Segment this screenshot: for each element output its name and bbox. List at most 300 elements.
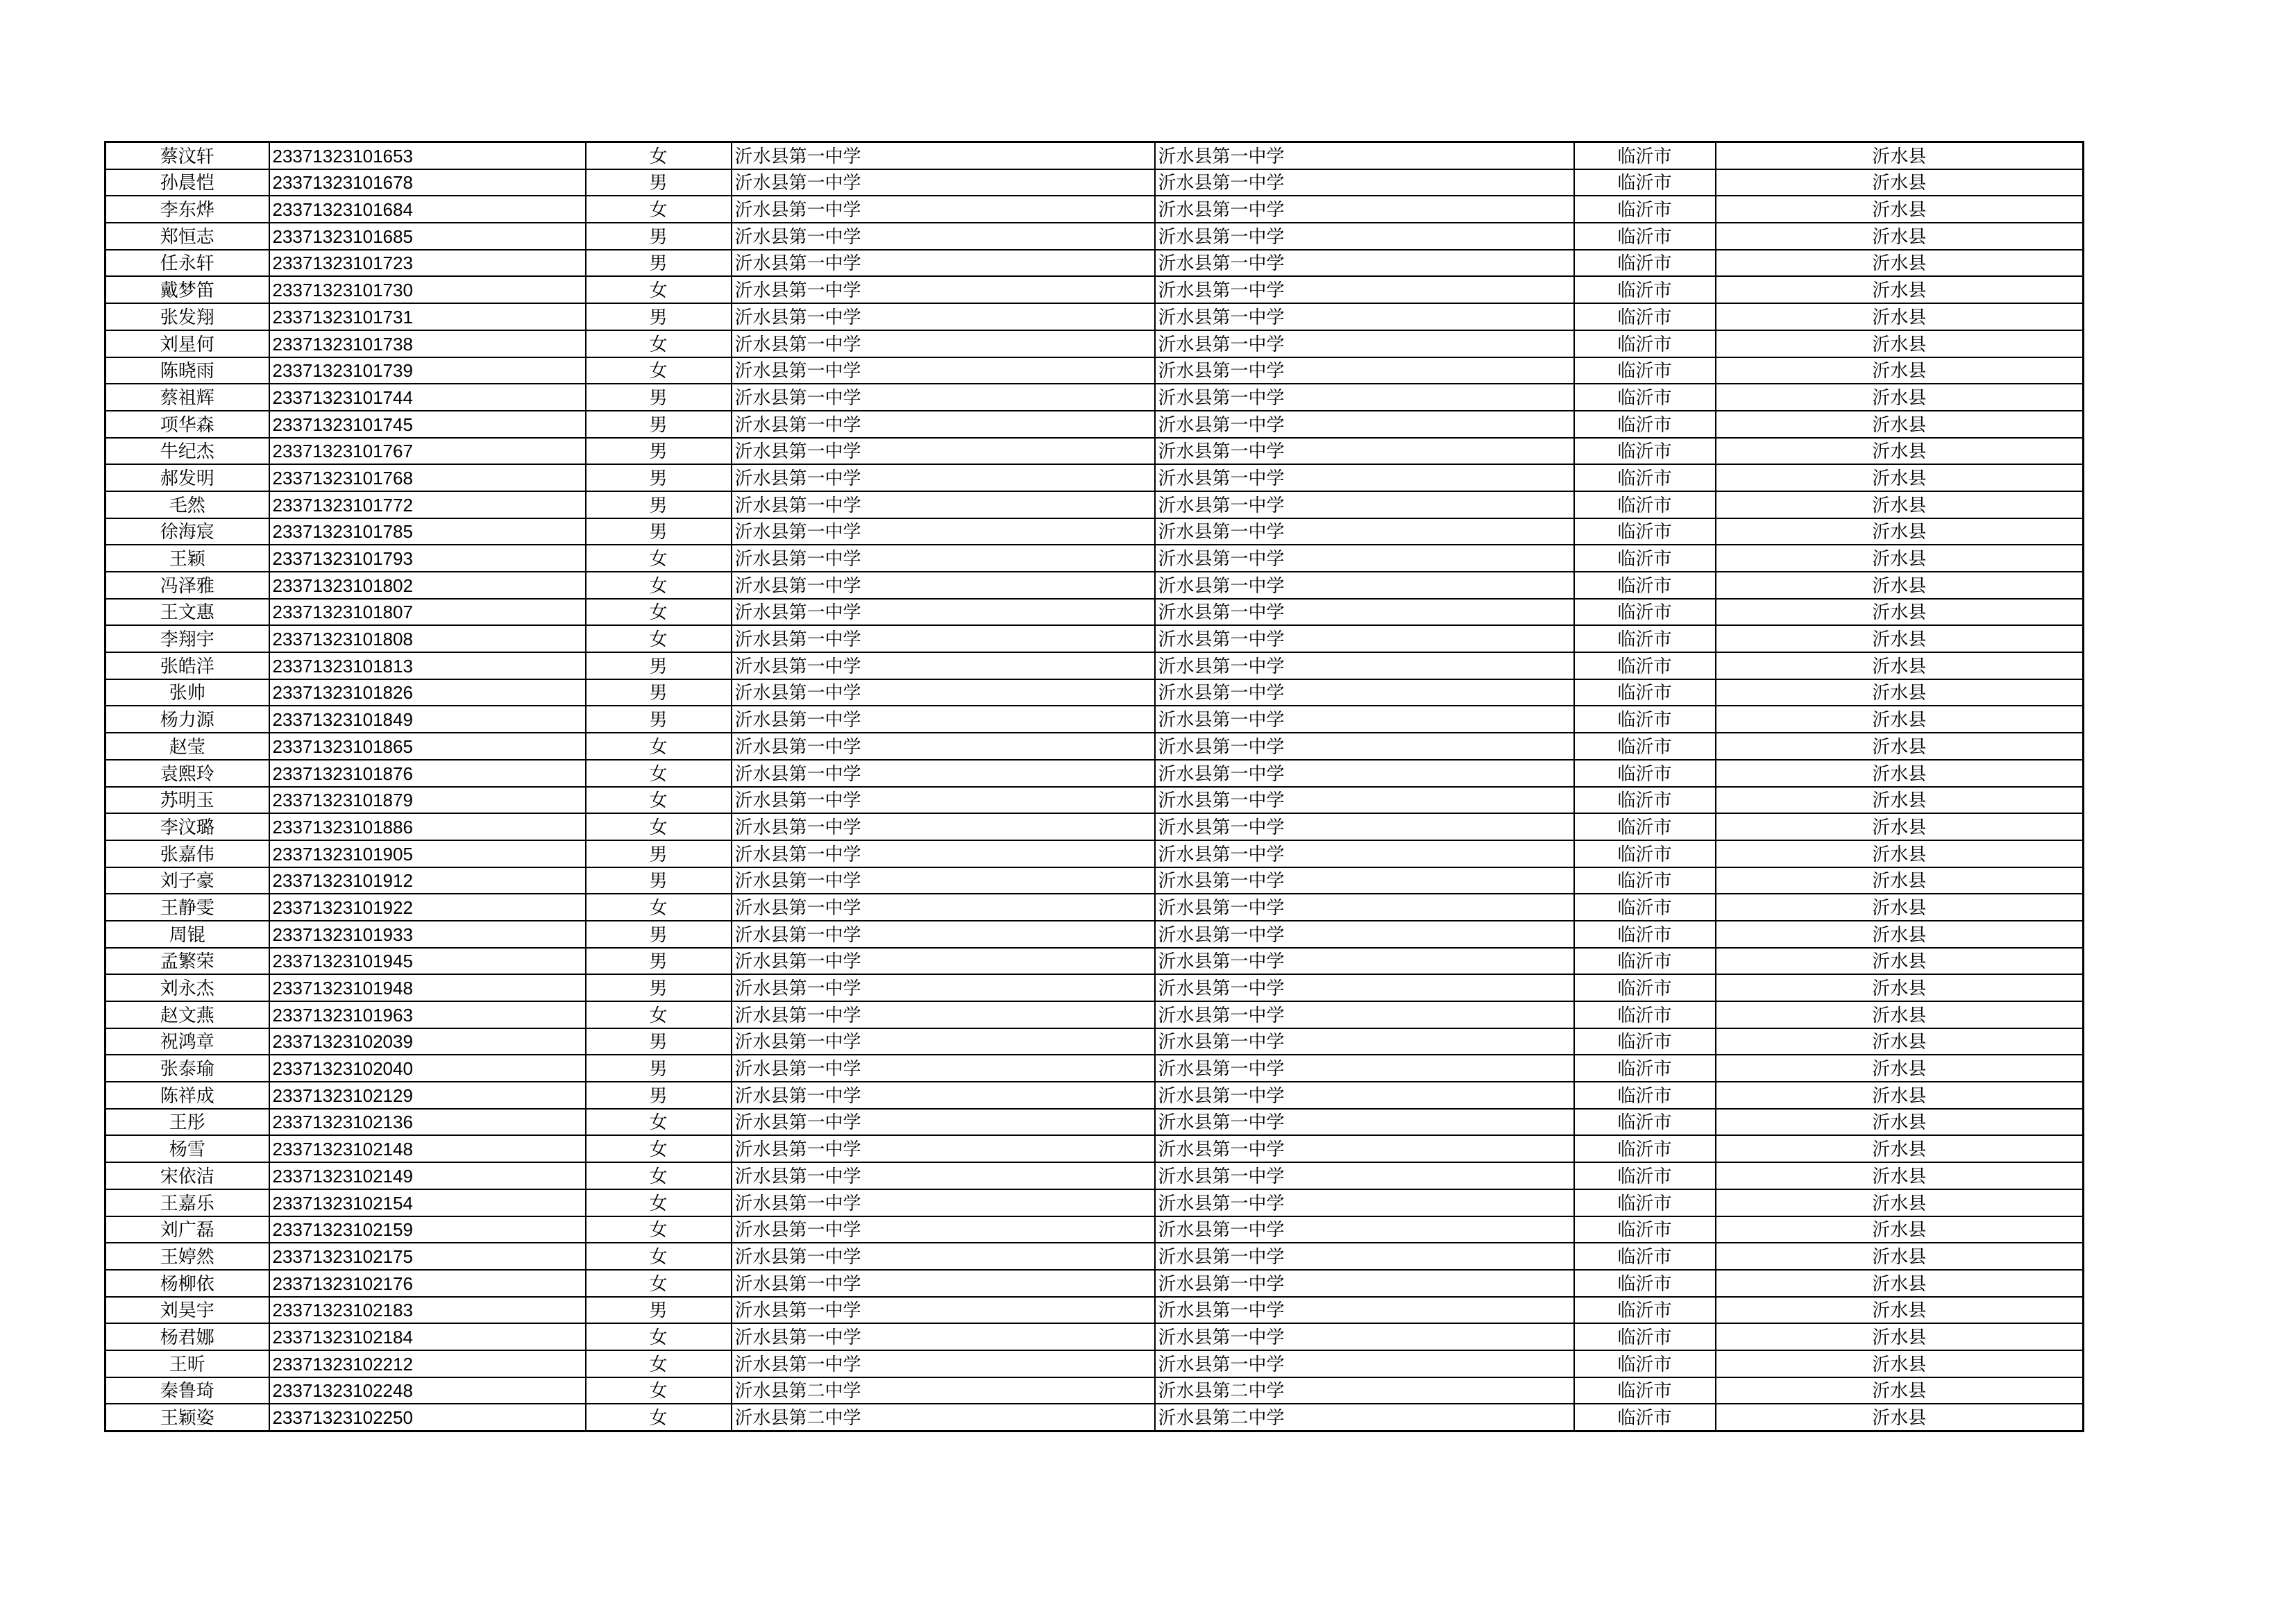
city-cell: 临沂市 <box>1574 1270 1716 1297</box>
school-cell: 沂水县第一中学 <box>732 974 1155 1001</box>
gender-cell: 男 <box>586 438 732 465</box>
table-row <box>105 599 2084 626</box>
exam-id-cell: 23371323101739 <box>269 357 586 384</box>
registered-school-cell: 沂水县第一中学 <box>1155 411 1574 438</box>
city-cell: 临沂市 <box>1574 948 1716 975</box>
registered-school-cell: 沂水县第一中学 <box>1155 303 1574 330</box>
student-name-cell: 赵莹 <box>105 733 269 760</box>
table-row <box>105 733 2084 760</box>
gender-cell: 女 <box>586 1243 732 1270</box>
gender-cell: 男 <box>586 867 732 894</box>
table-row <box>105 223 2084 250</box>
city-cell: 临沂市 <box>1574 867 1716 894</box>
table-row <box>105 1243 2084 1270</box>
school-cell: 沂水县第一中学 <box>732 223 1155 250</box>
table-row <box>105 1216 2084 1243</box>
table-row <box>105 384 2084 411</box>
table-row <box>105 813 2084 840</box>
gender-cell: 男 <box>586 491 732 518</box>
table-row <box>105 464 2084 491</box>
student-name-cell: 牛纪杰 <box>105 438 269 465</box>
city-cell: 临沂市 <box>1574 142 1716 169</box>
exam-id-cell: 23371323101730 <box>269 276 586 303</box>
exam-id-cell: 23371323101865 <box>269 733 586 760</box>
city-cell: 临沂市 <box>1574 706 1716 733</box>
registered-school-cell: 沂水县第一中学 <box>1155 706 1574 733</box>
registered-school-cell: 沂水县第一中学 <box>1155 894 1574 921</box>
county-cell: 沂水县 <box>1716 330 2084 357</box>
county-cell: 沂水县 <box>1716 1404 2084 1431</box>
city-cell: 临沂市 <box>1574 787 1716 814</box>
city-cell: 临沂市 <box>1574 921 1716 948</box>
gender-cell: 女 <box>586 330 732 357</box>
exam-id-cell: 23371323101905 <box>269 840 586 867</box>
city-cell: 临沂市 <box>1574 411 1716 438</box>
exam-id-cell: 23371323101945 <box>269 948 586 975</box>
registered-school-cell: 沂水县第一中学 <box>1155 840 1574 867</box>
student-name-cell: 刘广磊 <box>105 1216 269 1243</box>
registered-school-cell: 沂水县第一中学 <box>1155 330 1574 357</box>
city-cell: 临沂市 <box>1574 1055 1716 1082</box>
county-cell: 沂水县 <box>1716 760 2084 787</box>
county-cell: 沂水县 <box>1716 1162 2084 1189</box>
gender-cell: 男 <box>586 518 732 545</box>
student-name-cell: 郑恒志 <box>105 223 269 250</box>
gender-cell: 女 <box>586 733 732 760</box>
school-cell: 沂水县第一中学 <box>732 411 1155 438</box>
city-cell: 临沂市 <box>1574 545 1716 572</box>
table-row <box>105 1377 2084 1404</box>
student-name-cell: 王颖姿 <box>105 1404 269 1431</box>
city-cell: 临沂市 <box>1574 276 1716 303</box>
school-cell: 沂水县第一中学 <box>732 1323 1155 1350</box>
gender-cell: 男 <box>586 840 732 867</box>
gender-cell: 男 <box>586 1297 732 1324</box>
county-cell: 沂水县 <box>1716 196 2084 223</box>
registered-school-cell: 沂水县第一中学 <box>1155 1028 1574 1055</box>
city-cell: 临沂市 <box>1574 1323 1716 1350</box>
school-cell: 沂水县第一中学 <box>732 438 1155 465</box>
gender-cell: 女 <box>586 276 732 303</box>
city-cell: 临沂市 <box>1574 438 1716 465</box>
county-cell: 沂水县 <box>1716 464 2084 491</box>
table-row <box>105 276 2084 303</box>
exam-id-cell: 23371323101678 <box>269 169 586 196</box>
table-row <box>105 1189 2084 1216</box>
school-cell: 沂水县第一中学 <box>732 1001 1155 1028</box>
gender-cell: 男 <box>586 1028 732 1055</box>
table-row <box>105 840 2084 867</box>
school-cell: 沂水县第一中学 <box>732 1082 1155 1109</box>
registered-school-cell: 沂水县第一中学 <box>1155 518 1574 545</box>
student-name-cell: 杨君娜 <box>105 1323 269 1350</box>
registered-school-cell: 沂水县第一中学 <box>1155 1270 1574 1297</box>
exam-id-cell: 23371323102149 <box>269 1162 586 1189</box>
table-row <box>105 1323 2084 1350</box>
gender-cell: 女 <box>586 787 732 814</box>
city-cell: 临沂市 <box>1574 652 1716 679</box>
exam-id-cell: 23371323101912 <box>269 867 586 894</box>
table-row <box>105 142 2084 169</box>
gender-cell: 女 <box>586 1404 732 1431</box>
county-cell: 沂水县 <box>1716 223 2084 250</box>
exam-id-cell: 23371323102250 <box>269 1404 586 1431</box>
exam-id-cell: 23371323101879 <box>269 787 586 814</box>
gender-cell: 女 <box>586 357 732 384</box>
student-name-cell: 王静雯 <box>105 894 269 921</box>
gender-cell: 男 <box>586 223 732 250</box>
county-cell: 沂水县 <box>1716 1270 2084 1297</box>
county-cell: 沂水县 <box>1716 384 2084 411</box>
school-cell: 沂水县第一中学 <box>732 1270 1155 1297</box>
student-name-cell: 祝鸿章 <box>105 1028 269 1055</box>
city-cell: 临沂市 <box>1574 733 1716 760</box>
exam-id-cell: 23371323101738 <box>269 330 586 357</box>
school-cell: 沂水县第一中学 <box>732 625 1155 652</box>
table-row <box>105 1082 2084 1109</box>
table-body <box>105 142 2084 1431</box>
county-cell: 沂水县 <box>1716 706 2084 733</box>
exam-id-cell: 23371323101772 <box>269 491 586 518</box>
gender-cell: 女 <box>586 1216 732 1243</box>
county-cell: 沂水县 <box>1716 491 2084 518</box>
school-cell: 沂水县第一中学 <box>732 813 1155 840</box>
exam-id-cell: 23371323102248 <box>269 1377 586 1404</box>
school-cell: 沂水县第一中学 <box>732 733 1155 760</box>
city-cell: 临沂市 <box>1574 1297 1716 1324</box>
city-cell: 临沂市 <box>1574 223 1716 250</box>
gender-cell: 女 <box>586 894 732 921</box>
student-name-cell: 张皓洋 <box>105 652 269 679</box>
county-cell: 沂水县 <box>1716 1350 2084 1377</box>
gender-cell: 男 <box>586 169 732 196</box>
gender-cell: 女 <box>586 1135 732 1162</box>
gender-cell: 女 <box>586 1109 732 1136</box>
gender-cell: 男 <box>586 679 732 706</box>
exam-id-cell: 23371323101813 <box>269 652 586 679</box>
student-name-cell: 刘子豪 <box>105 867 269 894</box>
exam-id-cell: 23371323101785 <box>269 518 586 545</box>
student-name-cell: 王昕 <box>105 1350 269 1377</box>
county-cell: 沂水县 <box>1716 1001 2084 1028</box>
gender-cell: 男 <box>586 411 732 438</box>
school-cell: 沂水县第一中学 <box>732 1162 1155 1189</box>
student-name-cell: 任永轩 <box>105 250 269 277</box>
table-row <box>105 1297 2084 1324</box>
registered-school-cell: 沂水县第一中学 <box>1155 196 1574 223</box>
student-name-cell: 秦鲁琦 <box>105 1377 269 1404</box>
exam-id-cell: 23371323102175 <box>269 1243 586 1270</box>
registered-school-cell: 沂水县第一中学 <box>1155 679 1574 706</box>
table-row <box>105 1135 2084 1162</box>
gender-cell: 女 <box>586 1189 732 1216</box>
school-cell: 沂水县第一中学 <box>732 384 1155 411</box>
gender-cell: 男 <box>586 652 732 679</box>
registered-school-cell: 沂水县第一中学 <box>1155 787 1574 814</box>
exam-id-cell: 23371323101745 <box>269 411 586 438</box>
registered-school-cell: 沂水县第二中学 <box>1155 1404 1574 1431</box>
student-name-cell: 陈晓雨 <box>105 357 269 384</box>
city-cell: 临沂市 <box>1574 1404 1716 1431</box>
exam-id-cell: 23371323101963 <box>269 1001 586 1028</box>
table-row <box>105 250 2084 277</box>
student-name-cell: 苏明玉 <box>105 787 269 814</box>
county-cell: 沂水县 <box>1716 894 2084 921</box>
gender-cell: 女 <box>586 1377 732 1404</box>
gender-cell: 男 <box>586 384 732 411</box>
exam-id-cell: 23371323101767 <box>269 438 586 465</box>
student-name-cell: 张发翔 <box>105 303 269 330</box>
table-row <box>105 974 2084 1001</box>
student-name-cell: 王文惠 <box>105 599 269 626</box>
exam-id-cell: 23371323102183 <box>269 1297 586 1324</box>
registered-school-cell: 沂水县第一中学 <box>1155 276 1574 303</box>
city-cell: 临沂市 <box>1574 1028 1716 1055</box>
city-cell: 临沂市 <box>1574 1082 1716 1109</box>
student-name-cell: 张泰瑜 <box>105 1055 269 1082</box>
table-row <box>105 572 2084 599</box>
table-row <box>105 303 2084 330</box>
school-cell: 沂水县第一中学 <box>732 948 1155 975</box>
table-row <box>105 948 2084 975</box>
school-cell: 沂水县第一中学 <box>732 1189 1155 1216</box>
city-cell: 临沂市 <box>1574 464 1716 491</box>
exam-id-cell: 23371323101849 <box>269 706 586 733</box>
exam-id-cell: 23371323102154 <box>269 1189 586 1216</box>
school-cell: 沂水县第一中学 <box>732 921 1155 948</box>
exam-id-cell: 23371323101744 <box>269 384 586 411</box>
gender-cell: 男 <box>586 1055 732 1082</box>
registered-school-cell: 沂水县第一中学 <box>1155 867 1574 894</box>
student-name-cell: 杨雪 <box>105 1135 269 1162</box>
registered-school-cell: 沂水县第一中学 <box>1155 142 1574 169</box>
student-name-cell: 刘星何 <box>105 330 269 357</box>
school-cell: 沂水县第一中学 <box>732 1028 1155 1055</box>
county-cell: 沂水县 <box>1716 1082 2084 1109</box>
gender-cell: 男 <box>586 974 732 1001</box>
city-cell: 临沂市 <box>1574 1216 1716 1243</box>
exam-id-cell: 23371323101768 <box>269 464 586 491</box>
registered-school-cell: 沂水县第一中学 <box>1155 974 1574 1001</box>
registered-school-cell: 沂水县第一中学 <box>1155 1082 1574 1109</box>
table-row <box>105 1109 2084 1136</box>
county-cell: 沂水县 <box>1716 169 2084 196</box>
registered-school-cell: 沂水县第一中学 <box>1155 357 1574 384</box>
gender-cell: 女 <box>586 625 732 652</box>
table-row <box>105 625 2084 652</box>
exam-id-cell: 23371323101922 <box>269 894 586 921</box>
school-cell: 沂水县第一中学 <box>732 1350 1155 1377</box>
county-cell: 沂水县 <box>1716 518 2084 545</box>
city-cell: 临沂市 <box>1574 974 1716 1001</box>
county-cell: 沂水县 <box>1716 303 2084 330</box>
exam-id-cell: 23371323102148 <box>269 1135 586 1162</box>
school-cell: 沂水县第一中学 <box>732 652 1155 679</box>
exam-id-cell: 23371323102039 <box>269 1028 586 1055</box>
exam-id-cell: 23371323102136 <box>269 1109 586 1136</box>
exam-id-cell: 23371323101723 <box>269 250 586 277</box>
school-cell: 沂水县第二中学 <box>732 1377 1155 1404</box>
city-cell: 临沂市 <box>1574 1377 1716 1404</box>
exam-id-cell: 23371323102176 <box>269 1270 586 1297</box>
student-name-cell: 杨力源 <box>105 706 269 733</box>
city-cell: 临沂市 <box>1574 679 1716 706</box>
registered-school-cell: 沂水县第一中学 <box>1155 572 1574 599</box>
student-table <box>104 141 2084 1432</box>
table-row <box>105 706 2084 733</box>
county-cell: 沂水县 <box>1716 142 2084 169</box>
student-name-cell: 孟繁荣 <box>105 948 269 975</box>
school-cell: 沂水县第一中学 <box>732 196 1155 223</box>
school-cell: 沂水县第一中学 <box>732 599 1155 626</box>
registered-school-cell: 沂水县第一中学 <box>1155 491 1574 518</box>
county-cell: 沂水县 <box>1716 787 2084 814</box>
student-name-cell: 王颖 <box>105 545 269 572</box>
exam-id-cell: 23371323102159 <box>269 1216 586 1243</box>
county-cell: 沂水县 <box>1716 1323 2084 1350</box>
table-row <box>105 330 2084 357</box>
student-name-cell: 张帅 <box>105 679 269 706</box>
registered-school-cell: 沂水县第二中学 <box>1155 1377 1574 1404</box>
student-name-cell: 蔡祖辉 <box>105 384 269 411</box>
school-cell: 沂水县第一中学 <box>732 679 1155 706</box>
registered-school-cell: 沂水县第一中学 <box>1155 1350 1574 1377</box>
city-cell: 临沂市 <box>1574 572 1716 599</box>
student-name-cell: 王嘉乐 <box>105 1189 269 1216</box>
registered-school-cell: 沂水县第一中学 <box>1155 1109 1574 1136</box>
gender-cell: 女 <box>586 1270 732 1297</box>
gender-cell: 女 <box>586 196 732 223</box>
student-name-cell: 徐海宸 <box>105 518 269 545</box>
table-row <box>105 921 2084 948</box>
student-name-cell: 王彤 <box>105 1109 269 1136</box>
table-row <box>105 1001 2084 1028</box>
city-cell: 临沂市 <box>1574 384 1716 411</box>
school-cell: 沂水县第二中学 <box>732 1404 1155 1431</box>
table-row <box>105 1270 2084 1297</box>
county-cell: 沂水县 <box>1716 1135 2084 1162</box>
student-name-cell: 孙晨恺 <box>105 169 269 196</box>
school-cell: 沂水县第一中学 <box>732 250 1155 277</box>
table-row <box>105 1350 2084 1377</box>
exam-id-cell: 23371323101653 <box>269 142 586 169</box>
student-name-cell: 赵文燕 <box>105 1001 269 1028</box>
table-row <box>105 518 2084 545</box>
city-cell: 临沂市 <box>1574 599 1716 626</box>
table-row <box>105 1028 2084 1055</box>
registered-school-cell: 沂水县第一中学 <box>1155 545 1574 572</box>
gender-cell: 男 <box>586 948 732 975</box>
exam-id-cell: 23371323102212 <box>269 1350 586 1377</box>
county-cell: 沂水县 <box>1716 1028 2084 1055</box>
gender-cell: 女 <box>586 142 732 169</box>
county-cell: 沂水县 <box>1716 357 2084 384</box>
county-cell: 沂水县 <box>1716 625 2084 652</box>
registered-school-cell: 沂水县第一中学 <box>1155 438 1574 465</box>
city-cell: 临沂市 <box>1574 518 1716 545</box>
city-cell: 临沂市 <box>1574 169 1716 196</box>
city-cell: 临沂市 <box>1574 1350 1716 1377</box>
school-cell: 沂水县第一中学 <box>732 1055 1155 1082</box>
exam-id-cell: 23371323102129 <box>269 1082 586 1109</box>
table-row <box>105 652 2084 679</box>
registered-school-cell: 沂水县第一中学 <box>1155 250 1574 277</box>
exam-id-cell: 23371323101876 <box>269 760 586 787</box>
table-row <box>105 491 2084 518</box>
county-cell: 沂水县 <box>1716 921 2084 948</box>
school-cell: 沂水县第一中学 <box>732 1216 1155 1243</box>
student-name-cell: 袁熙玲 <box>105 760 269 787</box>
gender-cell: 男 <box>586 921 732 948</box>
student-name-cell: 陈祥成 <box>105 1082 269 1109</box>
exam-id-cell: 23371323101948 <box>269 974 586 1001</box>
county-cell: 沂水县 <box>1716 1109 2084 1136</box>
school-cell: 沂水县第一中学 <box>732 894 1155 921</box>
gender-cell: 女 <box>586 1350 732 1377</box>
table-row <box>105 1055 2084 1082</box>
county-cell: 沂水县 <box>1716 1297 2084 1324</box>
student-name-cell: 周锟 <box>105 921 269 948</box>
county-cell: 沂水县 <box>1716 1189 2084 1216</box>
county-cell: 沂水县 <box>1716 1216 2084 1243</box>
school-cell: 沂水县第一中学 <box>732 572 1155 599</box>
registered-school-cell: 沂水县第一中学 <box>1155 948 1574 975</box>
table-row <box>105 1404 2084 1431</box>
registered-school-cell: 沂水县第一中学 <box>1155 813 1574 840</box>
city-cell: 临沂市 <box>1574 760 1716 787</box>
school-cell: 沂水县第一中学 <box>732 303 1155 330</box>
city-cell: 临沂市 <box>1574 840 1716 867</box>
county-cell: 沂水县 <box>1716 1055 2084 1082</box>
county-cell: 沂水县 <box>1716 438 2084 465</box>
county-cell: 沂水县 <box>1716 679 2084 706</box>
student-name-cell: 王婷然 <box>105 1243 269 1270</box>
registered-school-cell: 沂水县第一中学 <box>1155 464 1574 491</box>
city-cell: 临沂市 <box>1574 894 1716 921</box>
school-cell: 沂水县第一中学 <box>732 276 1155 303</box>
student-name-cell: 郝发明 <box>105 464 269 491</box>
student-name-cell: 杨柳依 <box>105 1270 269 1297</box>
city-cell: 临沂市 <box>1574 491 1716 518</box>
table-row <box>105 196 2084 223</box>
registered-school-cell: 沂水县第一中学 <box>1155 599 1574 626</box>
city-cell: 临沂市 <box>1574 196 1716 223</box>
student-name-cell: 毛然 <box>105 491 269 518</box>
county-cell: 沂水县 <box>1716 733 2084 760</box>
gender-cell: 男 <box>586 303 732 330</box>
student-name-cell: 冯泽雅 <box>105 572 269 599</box>
school-cell: 沂水县第一中学 <box>732 464 1155 491</box>
city-cell: 临沂市 <box>1574 1001 1716 1028</box>
county-cell: 沂水县 <box>1716 545 2084 572</box>
registered-school-cell: 沂水县第一中学 <box>1155 1189 1574 1216</box>
city-cell: 临沂市 <box>1574 1135 1716 1162</box>
exam-id-cell: 23371323101793 <box>269 545 586 572</box>
county-cell: 沂水县 <box>1716 1377 2084 1404</box>
school-cell: 沂水县第一中学 <box>732 169 1155 196</box>
school-cell: 沂水县第一中学 <box>732 760 1155 787</box>
registered-school-cell: 沂水县第一中学 <box>1155 652 1574 679</box>
exam-id-cell: 23371323101886 <box>269 813 586 840</box>
registered-school-cell: 沂水县第一中学 <box>1155 1216 1574 1243</box>
registered-school-cell: 沂水县第一中学 <box>1155 1243 1574 1270</box>
school-cell: 沂水县第一中学 <box>732 840 1155 867</box>
city-cell: 临沂市 <box>1574 813 1716 840</box>
county-cell: 沂水县 <box>1716 974 2084 1001</box>
school-cell: 沂水县第一中学 <box>732 142 1155 169</box>
registered-school-cell: 沂水县第一中学 <box>1155 1001 1574 1028</box>
city-cell: 临沂市 <box>1574 330 1716 357</box>
